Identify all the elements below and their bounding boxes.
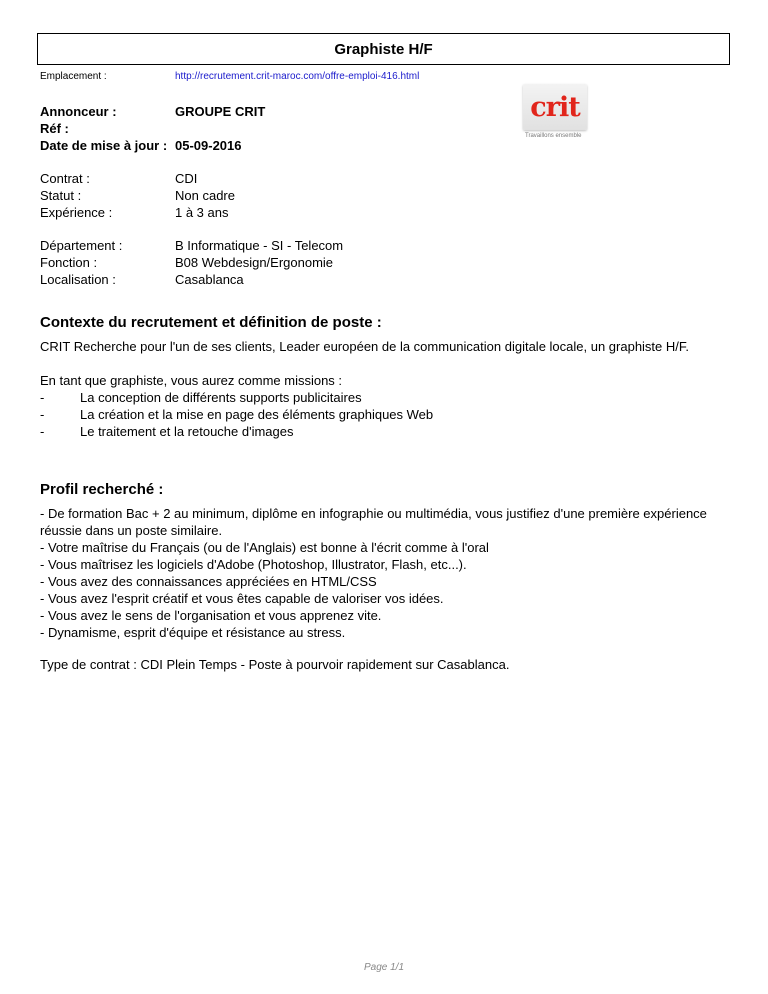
field-value: Non cadre bbox=[175, 188, 235, 203]
field-label: Fonction : bbox=[40, 255, 98, 270]
field-value: 05-09-2016 bbox=[175, 138, 242, 153]
field-row-experience bbox=[40, 204, 235, 221]
list-item: - Votre maîtrise du Français (ou de l'Anglais) est bonne à l'écrit comme à l'oral bbox=[40, 540, 489, 555]
field-label: Expérience : bbox=[40, 205, 113, 220]
location-label: Emplacement : bbox=[40, 71, 107, 82]
missions-list bbox=[40, 389, 433, 440]
contract-type-text: Type de contrat : CDI Plein Temps - Poste à pourvoir rapidement sur Casablanca. bbox=[40, 657, 510, 672]
company-logo bbox=[523, 84, 591, 144]
field-value: B Informatique - SI - Telecom bbox=[175, 238, 344, 253]
location-link[interactable]: http://recrutement.crit-maroc.com/offre-emploi-416.html bbox=[175, 71, 420, 82]
field-row-location bbox=[40, 271, 343, 288]
list-item: - De formation Bac + 2 au minimum, diplôme en infographie ou multimédia, vous justifiez d'une première expérience réussie dans un poste similaire. bbox=[40, 506, 707, 538]
page-title: Graphiste H/F bbox=[37, 33, 730, 65]
field-value: GROUPE CRIT bbox=[175, 104, 266, 119]
field-value: Casablanca bbox=[175, 272, 244, 287]
field-row-status bbox=[40, 187, 235, 204]
list-item: - Vous avez l'esprit créatif et vous êtes capable de valoriser vos idées. bbox=[40, 591, 444, 606]
logo-tagline: Travaillons ensemble bbox=[525, 133, 582, 139]
profile-list bbox=[40, 505, 730, 641]
list-item: - Vous maîtrisez les logiciels d'Adobe (Photoshop, Illustrator, Flash, etc...). bbox=[40, 557, 467, 572]
header-fields bbox=[40, 103, 265, 154]
field-row-department bbox=[40, 237, 343, 254]
list-item: - La conception de différents supports publicitaires bbox=[40, 390, 362, 405]
missions-intro: En tant que graphiste, vous aurez comme missions : bbox=[40, 373, 343, 388]
field-row-function bbox=[40, 254, 343, 271]
field-label: Annonceur : bbox=[40, 104, 117, 119]
logo-wordmark: crit bbox=[523, 84, 587, 130]
list-item: - Vous avez des connaissances appréciées en HTML/CSS bbox=[40, 574, 377, 589]
context-intro: CRIT Recherche pour l'un de ses clients, Leader européen de la communication digitale locale, un graphiste H/F. bbox=[40, 339, 689, 354]
field-row-contract bbox=[40, 170, 235, 187]
field-value: CDI bbox=[175, 171, 198, 186]
department-fields bbox=[40, 237, 343, 288]
section-heading-context: Contexte du recrutement et définition de poste : bbox=[40, 314, 382, 331]
field-label: Contrat : bbox=[40, 171, 90, 186]
field-value: 1 à 3 ans bbox=[175, 205, 229, 220]
field-label: Localisation : bbox=[40, 272, 116, 287]
field-value: B08 Webdesign/Ergonomie bbox=[175, 255, 334, 270]
list-item: - Le traitement et la retouche d'images bbox=[40, 424, 294, 439]
section-heading-profile: Profil recherché : bbox=[40, 481, 164, 498]
list-item: - Dynamisme, esprit d'équipe et résistance au stress. bbox=[40, 625, 346, 640]
field-row-update-date bbox=[40, 137, 265, 154]
contract-fields bbox=[40, 170, 235, 221]
field-label: Date de mise à jour : bbox=[40, 138, 168, 153]
list-item: - La création et la mise en page des éléments graphiques Web bbox=[40, 407, 434, 422]
field-row-ref bbox=[40, 120, 265, 137]
field-row-advertiser bbox=[40, 103, 265, 120]
field-label: Réf : bbox=[40, 121, 69, 136]
page-number: Page 1/1 bbox=[363, 962, 405, 973]
field-label: Département : bbox=[40, 238, 123, 253]
list-item: - Vous avez le sens de l'organisation et vous apprenez vite. bbox=[40, 608, 382, 623]
field-label: Statut : bbox=[40, 188, 82, 203]
